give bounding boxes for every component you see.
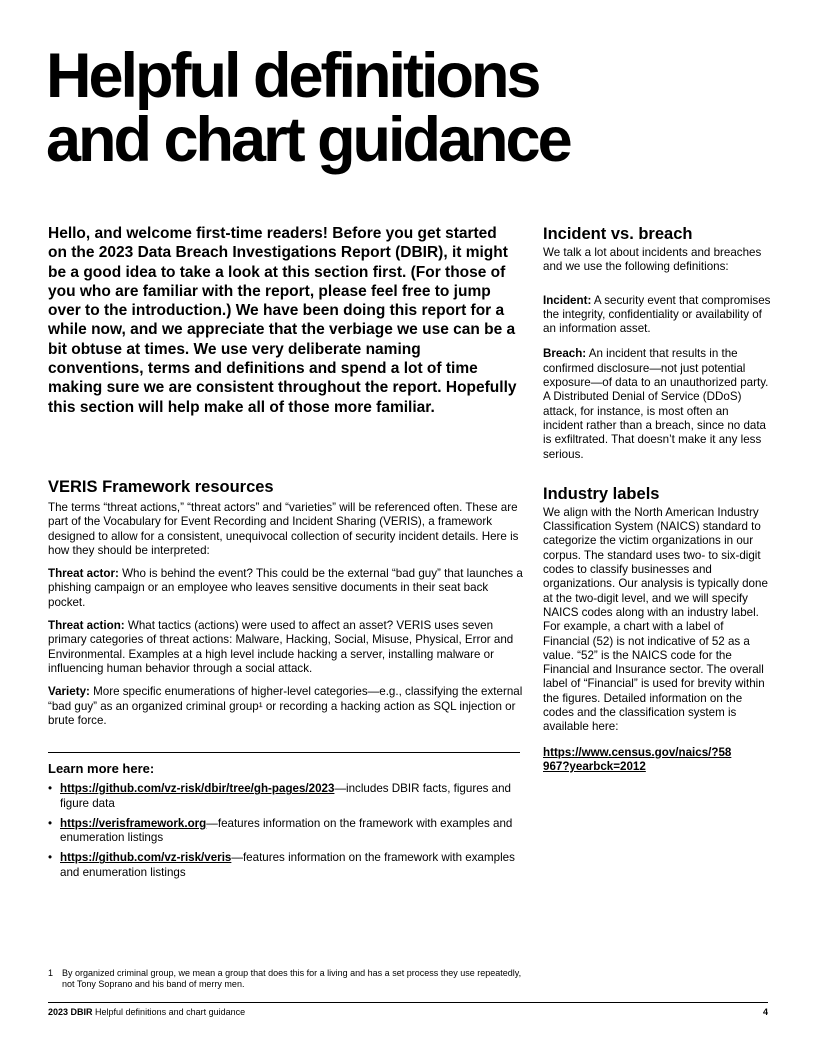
bullet-icon: •	[48, 782, 53, 796]
page-title	[46, 41, 766, 175]
section-divider	[48, 752, 520, 753]
threat-action-text: What tactics (actions) were used to affect an asset? VERIS uses seven primary categories of threat actions: Malware, Hacking, Social, Misuse, Physical, Error and Environmental. Examples at a high level include hacking a server, installing malware or influencing human behavior through a social attack.	[48, 619, 514, 675]
veris-intro: The terms “threat actions,” “threat actors” and “varieties” will be referenced often. These are part of the Vocabulary for Event Recording and Incident Sharing (VERIS), a framework designed to allow for a consistent, unequivocal collection of security incident details. Here is how they should be interpreted:	[48, 501, 519, 557]
right-column	[543, 224, 771, 774]
threat-actor-definition	[48, 567, 524, 610]
list-item-text: —includes DBIR facts, figures and figure data	[60, 782, 511, 810]
breach-label: Breach:	[543, 347, 587, 361]
title-line-2: and chart guidance	[46, 105, 570, 175]
bullet-icon: •	[48, 851, 53, 865]
footnote	[48, 968, 528, 989]
footnote-text: By organized criminal group, we mean a group that does this for a living and has a set process they use repeatedly, not Tony Soprano and his band of merry men.	[62, 968, 522, 989]
incident-heading: Incident vs. breach	[543, 225, 693, 243]
list-item-text: —features information on the framework with examples and enumeration listings	[60, 816, 513, 845]
breach-definition	[543, 347, 771, 461]
intro-paragraph: Hello, and welcome first-time readers! Before you get started on the 2023 Data Breach Investigations Report (DBIR), it might be a good idea to take a look at this section first. (For those of you who are familiar with the report, please feel free to jump over to the introduction.) We have been doing this report for a while now, and we appreciate that the verbiage we use can be a bit obtuse at times. We use very deliberate naming conventions, terms and definitions and spend a lot of time making sure we are consistent throughout the report. Hopefully this section will help make all of those more familiar.	[48, 225, 517, 416]
incident-definition	[543, 294, 771, 337]
industry-text: We align with the North American Industry Classification System (NAICS) standard to categorize the victim organizations in our corpus. The standard uses two- to six-digit codes to classify businesses and organizations. Our analysis is typically done at the two-digit level, and we will specify NAICS codes along with an industry label. For example, a chart with a label of Financial (52) is not indicative of 52 as a value. “52” is the NAICS code for the Financial and Insurance sector. The overall label of “Financial” is used for brevity within the figures. Detailed information on the codes and the classification system is available here:	[543, 505, 768, 734]
incident-text: A security event that compromises the integrity, confidentiality or availability of an information asset.	[543, 293, 771, 336]
footer-divider	[48, 1002, 768, 1003]
bullet-icon: •	[48, 816, 53, 830]
threat-actor-label: Threat actor:	[48, 567, 119, 581]
list-item	[48, 782, 524, 811]
learn-more-section	[48, 762, 524, 886]
veris-framework-link[interactable]: https://verisframework.org	[60, 816, 207, 830]
list-item	[48, 851, 524, 880]
breach-text: An incident that results in the confirmed disclosure—not just potential exposure—of data to an unauthorized party. A Distributed Denial of Service (DDoS) attack, for instance, is most often an incident rather than a breach, since no data is exfiltrated. That doesn’t make it any less serious.	[543, 347, 769, 461]
veris-section	[48, 501, 524, 737]
veris-github-link[interactable]: https://github.com/vz-risk/veris	[60, 851, 232, 865]
footer-report-name: 2023 DBIR	[48, 1007, 93, 1017]
variety-definition	[48, 685, 524, 728]
census-naics-link[interactable]: https://www.census.gov/naics/?58967?yearbck=2012	[543, 745, 732, 773]
veris-heading: VERIS Framework resources	[48, 478, 274, 496]
variety-label: Variety:	[48, 685, 90, 699]
footnote-number: 1	[48, 968, 54, 978]
industry-heading: Industry labels	[543, 484, 660, 503]
list-item-text: —features information on the framework with examples and enumeration listings	[60, 851, 515, 879]
page-footer	[48, 1007, 768, 1018]
dbir-github-link[interactable]: https://github.com/vz-risk/dbir/tree/gh-pages/2023	[60, 782, 335, 796]
learn-more-heading: Learn more here:	[48, 761, 155, 776]
footer-section-name: Helpful definitions and chart guidance	[92, 1007, 246, 1017]
page-number: 4	[762, 1007, 768, 1017]
list-item	[48, 817, 524, 846]
title-line-1: Helpful definitions	[46, 41, 539, 111]
incident-intro: We talk a lot about incidents and breaches and we use the following definitions:	[543, 246, 762, 274]
threat-actor-text: Who is behind the event? This could be the external “bad guy” that launches a phishing campaign or an employee who leaves sensitive documents in their seat back pocket.	[48, 567, 523, 609]
variety-text: More specific enumerations of higher-level categories—e.g., classifying the external “bad guy” as an organized criminal group¹ or recording a hacking action as SQL injection or brute force.	[48, 685, 523, 727]
threat-action-label: Threat action:	[48, 619, 125, 633]
threat-action-definition	[48, 619, 524, 676]
incident-label: Incident:	[543, 293, 592, 307]
learn-more-list	[48, 782, 524, 880]
